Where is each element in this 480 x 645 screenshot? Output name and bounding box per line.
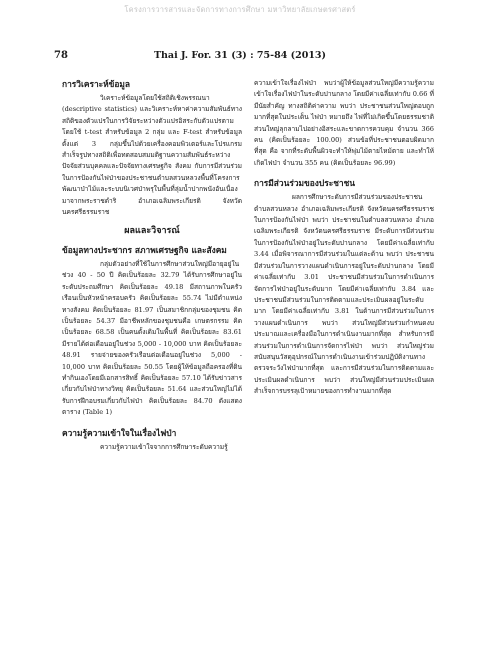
demographics-heading: ข้อมูลทางประชากร สภาพเศรษฐกิจ และสังคม [62, 244, 227, 255]
journal-header: Thai J. For. 31 (3) : 75-84 (2013) [153, 50, 327, 61]
participation-paragraph: ผลการศึกษาระดับการมีส่วนร่วมของประชาชนตำบลสวนหลวง อำเภอเฉลิมพระเกียรติ จังหวัดนครศรีธรรมราช ในการป้องกันไฟป่า พบว่า ประชาชนในตำบลสวนหลวง อำเภอเฉลิมพระเกียรติ จังหวัดนครศรีธรรมราช มีระดับการมีส่วนร่วมในการป้องกันไฟป่าอยู่ในระดับปานกลาง โดยมีค่าเฉลี่ยเท่ากับ 3.44 เมื่อพิจารณาการมีส่วนร่วมในแต่ละด้าน พบว่า ประชาชนมีส่วนร่วมในการวางแผนดำเนินการอยู่ในระดับปานกลาง โดยมีค่าเฉลี่ยเท่ากับ 3.01 ประชาชนมีส่วนร่วมในการดำเนินการจัดการไฟป่าอยู่ในระดับมาก โดยมีค่าเฉลี่ยเท่ากับ 3.84 และประชาชนมีส่วนร่วมในการติดตามและประเมินผลอยู่ในระดับมาก โดยมีค่าเฉลี่ยเท่ากับ 3.81 ในด้านการมีส่วนร่วมในการวางแผนดำเนินการ พบว่า ส่วนใหญ่มีส่วนร่วมกำหนดงบประมาณและเครื่องมือในการดำเนินงานมากที่สุด สำหรับการมีส่วนร่วมในการดำเนินการจัดการไฟป่า พบว่า ส่วนใหญ่ร่วมสนับสนุนวัสดุอุปกรณ์ในการดำเนินงานเข้าร่วมปฏิบัติงานทางตรวจระวังไฟป่ามากที่สุด และการมีส่วนร่วมในการติดตามและประเมินผลดำเนินการ พบว่า ส่วนใหญ่มีส่วนร่วมประเมินผลสำเร็จการบรรลุเป้าหมายของการทำงานมากที่สุด [254, 193, 434, 396]
knowledge-continued-paragraph: ความเข้าใจเรื่องไฟป่า พบว่าผู้ให้ข้อมูลส่วนใหญ่มีความรู้ความเข้าใจเรื่องไฟป่าในระดับปานกลาง โดยมีค่าเฉลี่ยเท่ากับ 0.66 ที่มีนัยสำคัญ ทางสถิติค่าความ พบว่า ประชาชนส่วนใหญ่ตอบถูกมากที่สุดในประเด็น ไฟป่า หมายถึง ไฟที่ไม่เกิดขึ้นโดยธรรมชาติ ส่วนใหญ่ลุกลามไปอย่างอิสระและขาดการควบคุม จำนวน 366 คน (คิดเป็นร้อยละ 100.00) ส่วนข้อที่ประชาชนตอบผิดมากที่สุด คือ จากที่ระดับพื้นผิวจะทำให้พุ่มไม้ตายไหม้ตาย และทำให้เกิดไฟป่า จำนวน 355 คน (คิดเป็นร้อยละ 96.99) [254, 79, 434, 167]
left-column [62, 78, 242, 453]
analysis-heading: การวิเคราะห์ข้อมูล [62, 79, 131, 89]
analysis-paragraph: วิเคราะห์ข้อมูลโดยใช้สถิติเชิงพรรณนา (descriptive statistics) และวิเคราะห์หาค่าความสัมพันธ์ทางสถิติของตัวแปรในการวิจัยระหว่างตัวแปรอิสระกับตัวแปรตาม โดยใช้ t-test สำหรับข้อมูล 2 กลุ่ม และ F-test สำหรับข้อมูลตั้งแต่ 3 กลุ่มขึ้นไปด้วยเครื่องคอมพิวเตอร์และโปรแกรมสำเร็จรูปทางสถิติเพื่อทดสอบสมมติฐานความสัมพันธ์ระหว่างปัจจัยส่วนบุคคลและปัจจัยทางเศรษฐกิจ สังคม กับการมีส่วนร่วมในการป้องกันไฟป่าของประชาชนตำบลสวนหลวงพื้นที่โครงการพัฒนาป่าไม้และระบบนิเวศป่าพรุในพื้นที่ลุ่มน้ำปากพนังอันเนื่องมาจากพระราชดำริ อำเภอเฉลิมพระเกียรติ จังหวัดนครศรีธรรมราช [62, 94, 242, 217]
watermark: โครงการวารสารและจัดการทางการศึกษา มหาวิทยาลัยเกษตรศาสตร์ [124, 5, 356, 14]
demographics-paragraph: กลุ่มตัวอย่างที่ใช้ในการศึกษาส่วนใหญ่มีอายุอยู่ในช่วง 40 - 50 ปี คิดเป็นร้อยละ 32.79 ได้รับการศึกษาอยู่ในระดับประถมศึกษา คิดเป็นร้อยละ 49.18 มีสถานภาพในครัวเรือนเป็นหัวหน้าครอบครัว คิดเป็นร้อยละ 55.74 ไม่มีตำแหน่งทางสังคม คิดเป็นร้อยละ 81.97 เป็นสมาชิกกลุ่มของชุมชน คิดเป็นร้อยละ 54.37 มีอาชีพหลักของชุมชนคือ เกษตรกรรม คิดเป็นร้อยละ 68.58 เป็นคนดั้งเดิมในพื้นที่ คิดเป็นร้อยละ 83.61 มีรายได้ต่อเดือนอยู่ในช่วง 5,000 - 10,000 บาท คิดเป็นร้อยละ 48.91 รายจ่ายของครัวเรือนต่อเดือนอยู่ในช่วง 5,000 - 10,000 บาท คิดเป็นร้อยละ 50.55 โดยผู้ให้ข้อมูลถือครองที่ดินทำกินเองโดยมีเอกสารสิทธิ์ คิดเป็นร้อยละ 57.10 ได้รับข่าวสารเกี่ยวกับไฟป่าทางวิทยุ คิดเป็นร้อยละ 51.64 และส่วนใหญ่ไม่ได้รับการฝึกอบรมเกี่ยวกับไฟป่า คิดเป็นร้อยละ 84.70 ดังแสดงตาราง (Table 1) [62, 259, 242, 417]
page-number: 78 [54, 50, 68, 61]
knowledge-paragraph: ความรู้ความเข้าใจจากการศึกษาระดับความรู้ [100, 442, 228, 451]
results-heading: ผลและวิจารณ์ [124, 226, 180, 237]
participation-heading: การมีส่วนร่วมของประชาชน [254, 178, 356, 189]
right-column [254, 78, 434, 398]
knowledge-heading: ความรู้ความเข้าใจในเรื่องไฟป่า [62, 427, 177, 438]
